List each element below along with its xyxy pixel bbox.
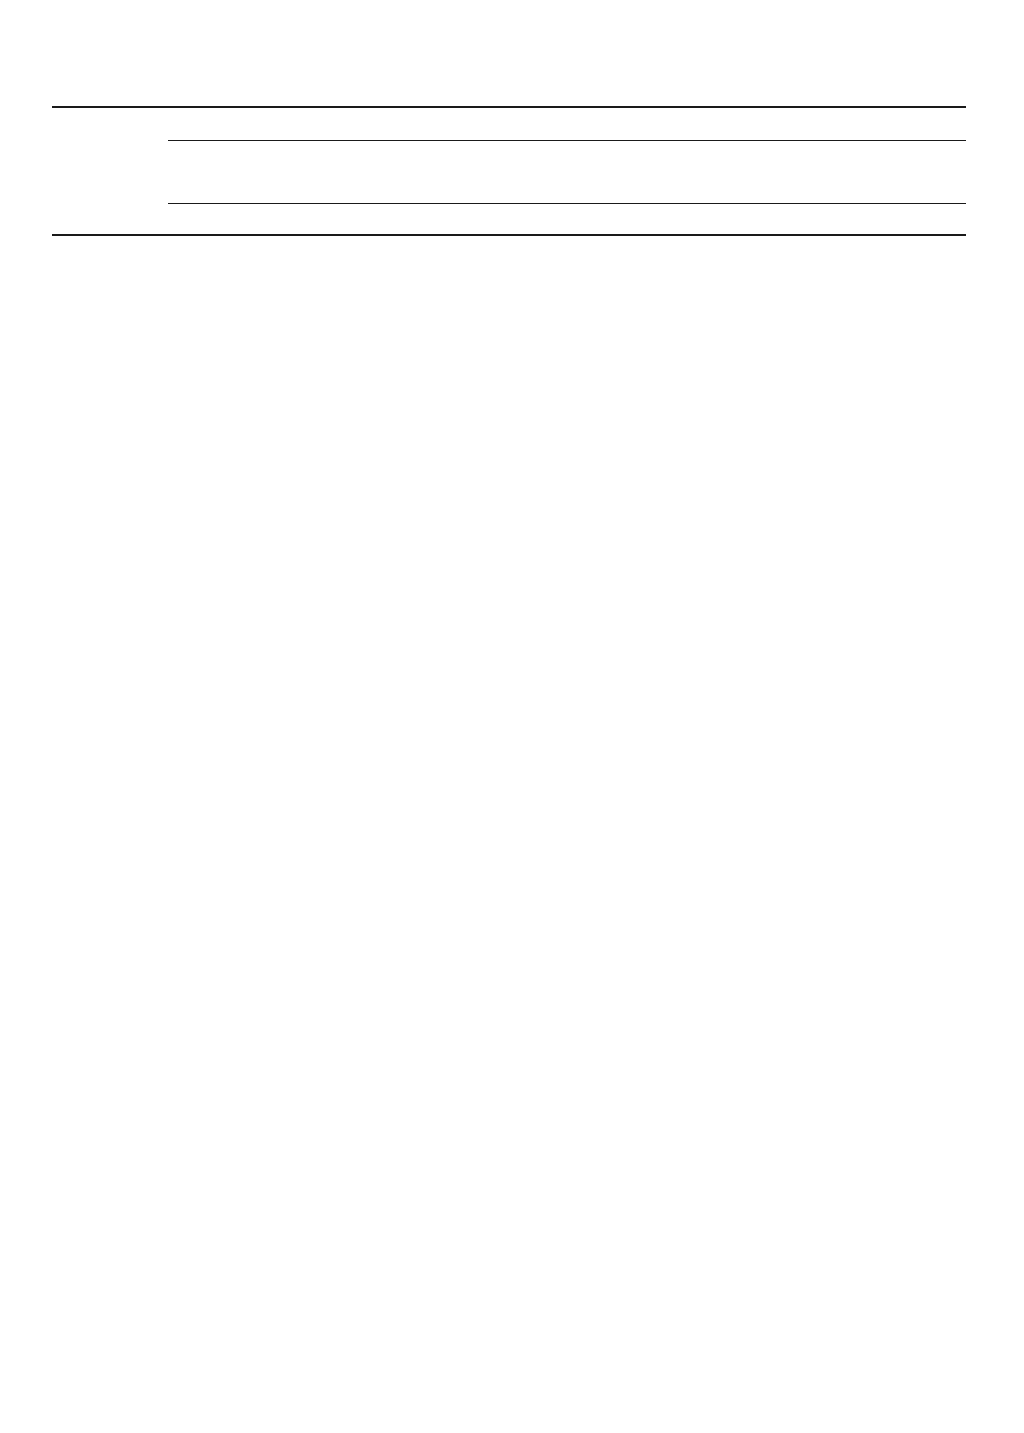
rule-top <box>52 106 966 108</box>
rule-group <box>168 140 966 141</box>
rule-unit <box>168 203 966 204</box>
rule-body <box>52 234 966 236</box>
